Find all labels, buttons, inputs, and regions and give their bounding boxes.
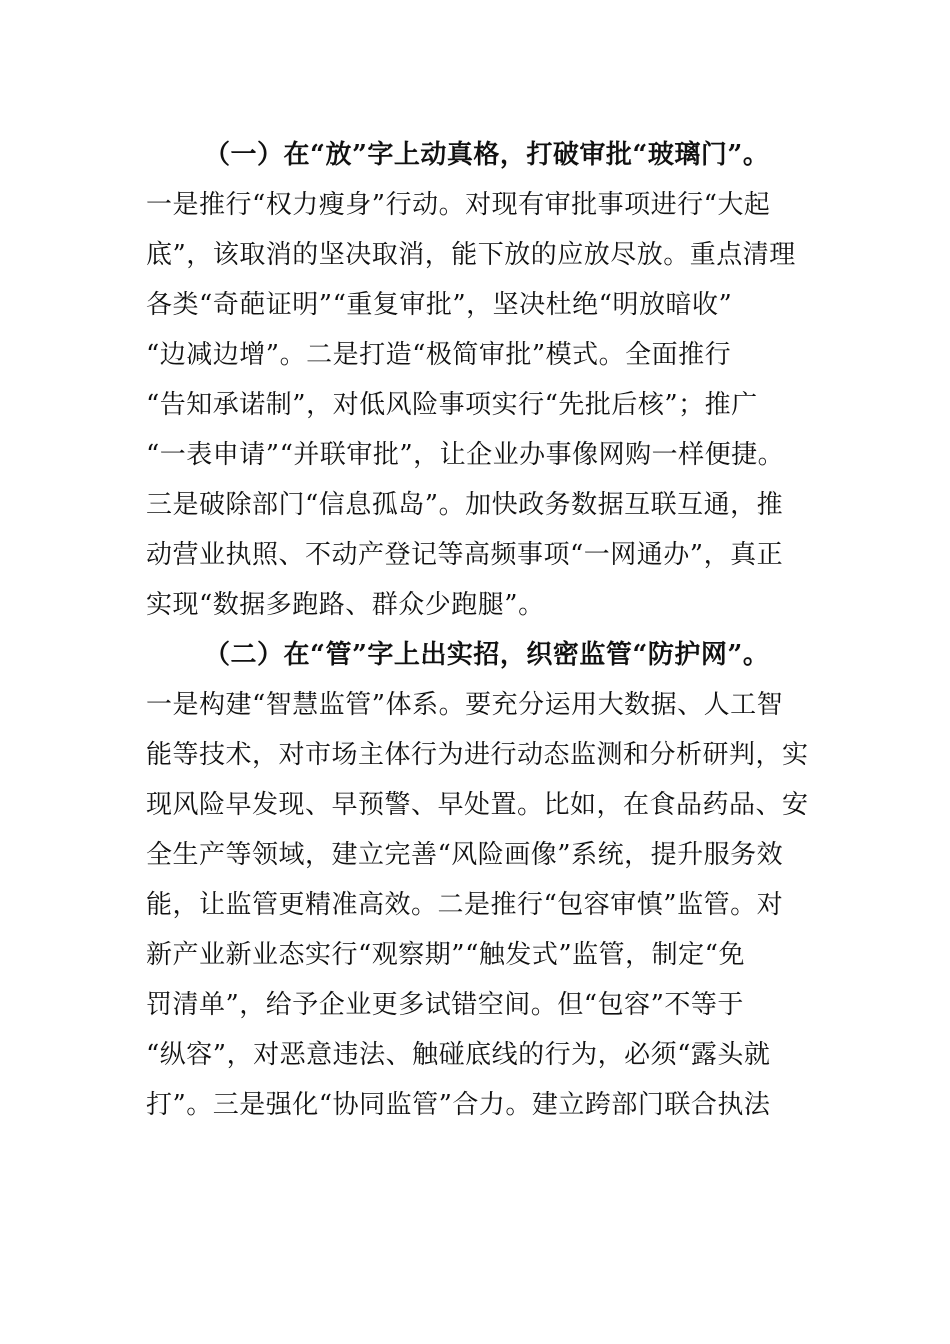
paragraph-line: 各类“奇葩证明”“重复审批”，坚决杜绝“明放暗收”	[146, 290, 733, 320]
paragraph-line: 一是推行“权力瘦身”行动。对现有审批事项进行“大起	[146, 190, 771, 220]
paragraph-line: “告知承诺制”，对低风险事项实行“先批后核”；推广	[146, 390, 758, 420]
section-heading-1: （一）在“放”字上动真格，打破审批“玻璃门”。	[204, 140, 770, 170]
paragraph-line: 一是构建“智慧监管”体系。要充分运用大数据、人工智	[146, 690, 784, 720]
paragraph-line: 动营业执照、不动产登记等高频事项“一网通办”，真正	[146, 540, 784, 570]
paragraph-line: 三是破除部门“信息孤岛”。加快政务数据互联互通，推	[146, 490, 784, 520]
paragraph-line: “边减边增”。二是打造“极简审批”模式。全面推行	[146, 340, 732, 370]
paragraph-line: 打”。三是强化“协同监管”合力。建立跨部门联合执法	[146, 1090, 771, 1120]
paragraph-line: 能，让监管更精准高效。二是推行“包容审慎”监管。对	[146, 890, 784, 920]
paragraph-line: 罚清单”，给予企业更多试错空间。但“包容”不等于	[146, 990, 744, 1020]
paragraph-line: “一表申请”“并联审批”，让企业办事像网购一样便捷。	[146, 440, 785, 470]
paragraph-line: 全生产等领域，建立完善“风险画像”系统，提升服务效	[146, 840, 784, 870]
paragraph-line: 新产业新业态实行“观察期”“触发式”监管，制定“免	[146, 940, 745, 970]
paragraph-line: “纵容”，对恶意违法、触碰底线的行为，必须“露头就	[146, 1040, 771, 1070]
document-body	[146, 130, 809, 1130]
paragraph-line: 能等技术，对市场主体行为进行动态监测和分析研判，实	[146, 740, 809, 770]
paragraph-line: 实现“数据多跑路、群众少跑腿”。	[146, 590, 545, 620]
paragraph-line: 底”，该取消的坚决取消，能下放的应放尽放。重点清理	[146, 240, 796, 270]
paragraph-line: 现风险早发现、早预警、早处置。比如，在食品药品、安	[146, 790, 809, 820]
section-heading-2: （二）在“管”字上出实招，织密监管“防护网”。	[204, 640, 770, 670]
